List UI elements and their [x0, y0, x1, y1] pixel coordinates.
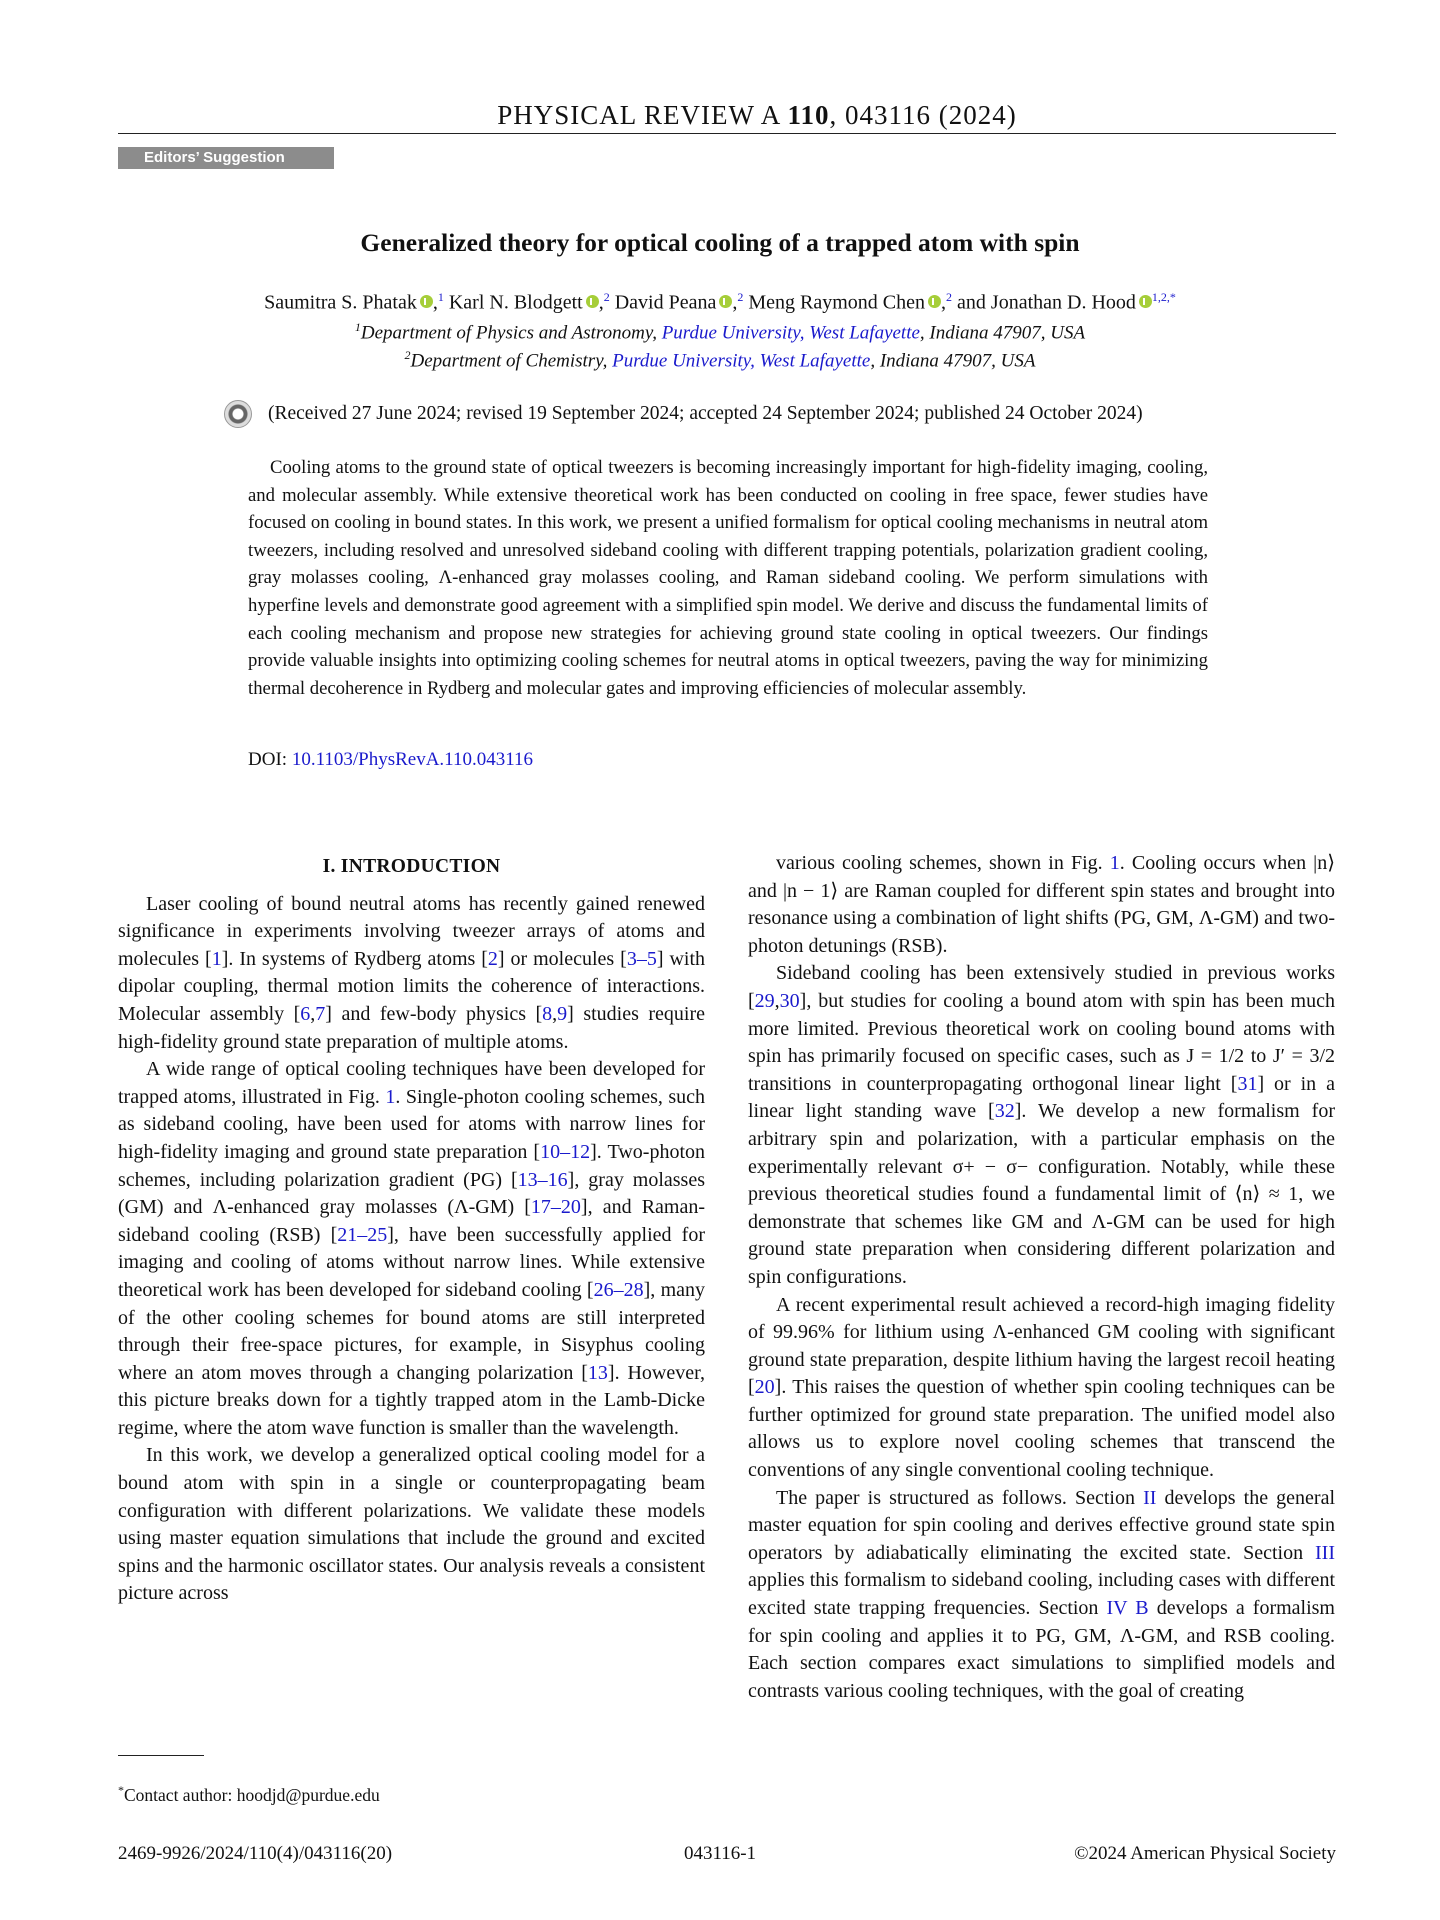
citation-link[interactable]: 8 — [542, 1002, 553, 1025]
citation-link[interactable]: 1 — [385, 1085, 396, 1108]
editors-suggestion-badge: Editors’ Suggestion — [118, 147, 334, 169]
author-affiliation-sup[interactable]: 1 — [437, 290, 444, 304]
citation-link[interactable]: 20 — [754, 1376, 775, 1399]
author-affiliation-sup[interactable]: 2 — [603, 290, 610, 304]
journal-header — [118, 100, 1336, 134]
affiliation-1 — [0, 320, 1440, 344]
footnote-sup: * — [118, 1783, 124, 1797]
abstract — [248, 454, 1208, 702]
citation-link[interactable]: 7 — [315, 1002, 326, 1025]
citation-link[interactable]: III — [1315, 1541, 1335, 1564]
author-name: David Peana — [614, 291, 717, 314]
paper-title: Generalized theory for optical cooling of a trapped atom with spin — [360, 228, 1080, 257]
section-title: I. INTRODUCTION — [322, 856, 501, 877]
body-paragraph: In this work, we develop a generalized optical cooling model for a bound atom with spin in a single or counterpropagating beam configuration with different polarizations. We validate these models using master equation simulations that include the ground and excited spins and the harmonic oscillator states. Our analysis reveals a consistent picture across — [118, 1444, 705, 1605]
doi-label: DOI: — [248, 749, 292, 770]
affiliation-sup: 1 — [354, 320, 361, 334]
author-name: Jonathan D. Hood — [990, 291, 1136, 314]
author-affiliation-sup[interactable]: 2 — [946, 290, 953, 304]
orcid-icon[interactable] — [719, 295, 732, 308]
affiliation-2 — [0, 348, 1440, 372]
author-affiliation-sup[interactable]: 2 — [737, 290, 744, 304]
author-list: Saumitra S. Phatak ,$^1$ Karl N. Blodgett ,$^2$ David Peana ,$^2$ Meng Raymond Chen ,$^2$ and Jonathan D. Hood $^{1,2,*}$ — [264, 290, 1176, 314]
citation-link[interactable]: 10–12 — [540, 1140, 591, 1163]
abstract-text: Cooling atoms to the ground state of optical tweezers is becoming increasingly important for high-fidelity imaging, cooling, and molecular assembly. While extensive theoretical work has been conducted on cooling in free space, fewer studies have focused on cooling in bound states. In this work, we present a unified formalism for optical cooling mechanisms in neutral atom tweezers, including resolved and unresolved sideband cooling with different trapping potentials, polarization gradient cooling, gray molasses cooling, Λ-enhanced gray molasses cooling, and Raman sideband cooling. We perform simulations with hyperfine levels and demonstrate good agreement with a simplified spin model. We derive and discuss the fundamental limits of each cooling mechanism and propose new strategies for achieving ground state cooling in optical tweezers. Our findings provide valuable insights into optimizing cooling schemes for neutral atoms in optical tweezers, paving the way for minimizing thermal decoherence in Rydberg and molecular gates and improving efficiencies of molecular assembly. — [248, 457, 1208, 699]
affiliation-link[interactable]: Purdue University, West Lafayette — [612, 350, 871, 372]
citation-link[interactable]: 1 — [1109, 852, 1120, 874]
citation-link[interactable]: 30 — [779, 989, 800, 1012]
affiliation-rest: , Indiana 47907, USA — [870, 350, 1036, 372]
left-column-body — [118, 891, 705, 1608]
footer-copyright: ©2024 American Physical Society — [1074, 1843, 1336, 1864]
citation-link[interactable]: 13–16 — [517, 1168, 568, 1191]
citation-link[interactable]: 1 — [211, 947, 222, 970]
body-paragraph: Laser cooling of bound neutral atoms has recently gained renewed significance in experiments involving tweezer arrays of atoms and molecules [1]. In systems of Rydberg atoms [2] or molecules [3–5] with dipolar coupling, thermal motion limits the coherence of interactions. Molecular assembly [6,7] and few-body physics [8,9] studies require high-fidelity ground state preparation of multiple atoms. — [118, 892, 706, 1053]
citation-link[interactable]: 3–5 — [626, 947, 657, 970]
footnote-divider — [118, 1755, 204, 1756]
citation-link[interactable]: 26–28 — [593, 1278, 644, 1301]
orcid-icon[interactable] — [420, 295, 433, 308]
affiliation-sup: 2 — [404, 348, 411, 362]
right-column-body — [748, 850, 1335, 1705]
affiliation-rest: , Indiana 47907, USA — [919, 322, 1086, 344]
affiliation-dept: Department of Physics and Astronomy, — [360, 322, 662, 344]
citation-link[interactable]: 21–25 — [337, 1223, 388, 1246]
author-affiliation-sup[interactable]: 1,2,* — [1151, 290, 1176, 304]
footer-page-number: 043116-1 — [683, 1843, 757, 1864]
affiliation-dept: Department of Chemistry, — [410, 350, 613, 372]
affiliation-link[interactable]: Purdue University, West Lafayette — [661, 322, 920, 344]
citation-link[interactable]: 31 — [1237, 1072, 1258, 1095]
citation-link[interactable]: 2 — [487, 947, 498, 970]
author-name: Saumitra S. Phatak — [264, 291, 417, 314]
body-paragraph: The paper is structured as follows. Section II develops the general master equation for spin cooling and derives effective ground state spin operators by adiabatically eliminating the excited state. Section III applies this formalism to sideband cooling, including cases with different excited state trapping frequencies. Section IV B develops a formalism for spin cooling and applies it to PG, GM, Λ-GM, and RSB cooling. Each section compares exact simulations to simplified models and contrasts various cooling techniques, with the goal of creating — [748, 1486, 1336, 1702]
citation-link[interactable]: 29 — [754, 989, 775, 1012]
orcid-icon[interactable] — [1139, 295, 1152, 308]
crossmark-icon[interactable] — [224, 400, 252, 428]
author-name: Karl N. Blodgett — [448, 291, 583, 314]
body-paragraph: A wide range of optical cooling techniques have been developed for trapped atoms, illustrated in Fig. 1. Single-photon cooling schemes, such as sideband cooling, have been used for atoms with narrow lines for high-fidelity imaging and ground state preparation [10–12]. Two-photon schemes, including polarization gradient (PG) [13–16], gray molasses (GM) and Λ-enhanced gray molasses (Λ-GM) [17–20], and Raman-sideband cooling (RSB) [21–25], have been successfully applied for imaging and cooling of atoms without narrow lines. While extensive theoretical work has been developed for sideband cooling [26–28], many of the other cooling schemes for bound atoms are still interpreted through their free-space pictures, for example, in Sisyphus cooling where an atom moves through a changing polarization [13]. However, this picture breaks down for a tightly trapped atom in the Lamb-Dicke regime, where the atom wave function is smaller than the wavelength. — [118, 1058, 706, 1439]
journal-volume: 110 — [787, 100, 830, 130]
citation-link[interactable]: 6 — [300, 1002, 311, 1025]
journal-name: PHYSICAL REVIEW A — [497, 100, 780, 130]
citation-link[interactable]: 9 — [557, 1002, 568, 1025]
footnote-text: Contact author: hoodjd@purdue.edu — [124, 1784, 380, 1805]
footnote — [118, 1783, 380, 1806]
citation-link[interactable]: II — [1143, 1486, 1157, 1509]
doi — [248, 749, 533, 771]
footer-issn: 2469-9926/2024/110(4)/043116(20) — [118, 1843, 393, 1864]
citation-link[interactable]: IV B — [1106, 1597, 1149, 1620]
citation-link[interactable]: 13 — [587, 1361, 608, 1384]
body-paragraph: A recent experimental result achieved a record-high imaging fidelity of 99.96% for lithium using Λ-enhanced GM cooling with significant ground state preparation, despite lithium having the largest recoil heating [20]. This raises the question of whether spin cooling techniques can be further optimized for ground state preparation. The unified model also allows us to explore novel cooling schemes that transcend the conventions of any single conventional cooling technique. — [748, 1293, 1335, 1482]
citation-link[interactable]: 17–20 — [530, 1196, 581, 1219]
orcid-icon[interactable] — [586, 295, 599, 308]
citation-link[interactable]: 32 — [994, 1100, 1015, 1123]
received-text: (Received 27 June 2024; revised 19 September 2024; accepted 24 September 2024; published 24 October 2024) — [268, 403, 1143, 424]
received-dates — [224, 400, 1143, 428]
body-paragraph: Sideband cooling has been extensively studied in previous works [29,30], but studies for cooling a bound atom with spin has been much more limited. Previous theoretical work on cooling bound atoms with spin has primarily focused on specific cases, such as J = 1/2 to J′ = 3/2 transitions in counterpropagating orthogonal linear light [31] or in a linear light standing wave [32]. We develop a new formalism for arbitrary spin and polarization, with a particular emphasis on the experimentally relevant σ+ − σ− configuration. Notably, while these previous theoretical studies found a fundamental limit of ⟨n⟩ ≈ 1, we demonstrate that schemes like GM and Λ-GM can be used for high ground state preparation when considering different polarization and spin configurations. — [748, 962, 1335, 1288]
journal-citation: , 043116 (2024) — [829, 100, 1017, 130]
author-name: Meng Raymond Chen — [748, 291, 926, 314]
orcid-icon[interactable] — [928, 295, 941, 308]
body-paragraph: various cooling schemes, shown in Fig. 1. Cooling occurs when |n⟩ and |n − 1⟩ are Raman coupled for different spin states and brought into resonance using a combination of light shifts (PG, GM, Λ-GM) and two-photon detunings (RSB). — [748, 852, 1335, 957]
left-column — [118, 850, 705, 1608]
right-column — [748, 850, 1335, 1705]
doi-link[interactable]: 10.1103/PhysRevA.110.043116 — [291, 749, 534, 770]
